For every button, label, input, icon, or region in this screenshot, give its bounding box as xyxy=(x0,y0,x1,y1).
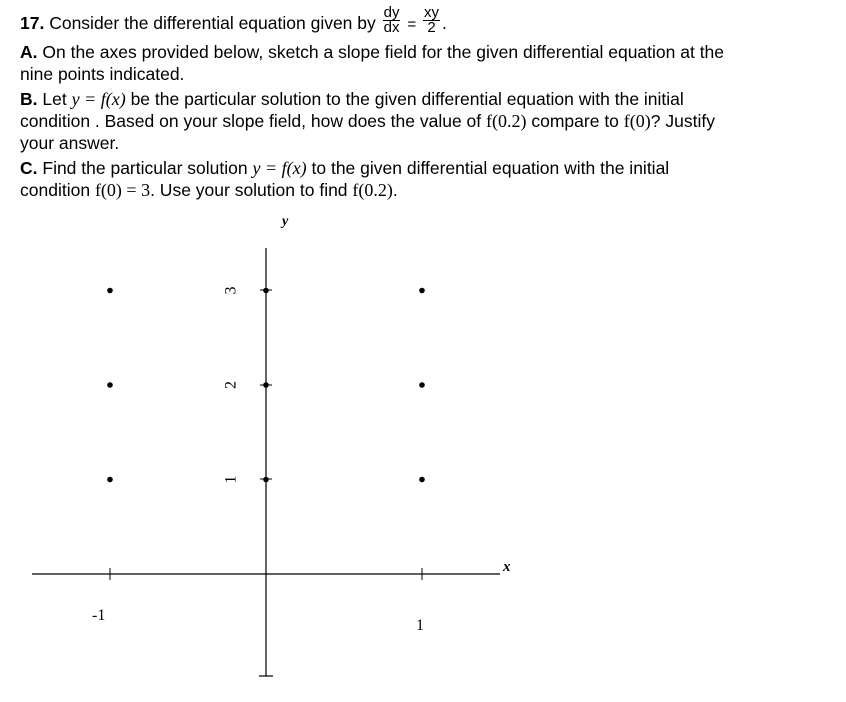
slope-point xyxy=(419,477,425,483)
part-c-math: y = f(x) xyxy=(252,158,307,178)
fraction-numerator: dy xyxy=(383,4,400,21)
x-tick-label: -1 xyxy=(92,607,106,624)
slope-point xyxy=(107,477,113,483)
period: . xyxy=(442,13,447,34)
fraction-denominator: 2 xyxy=(427,19,436,36)
slope-point xyxy=(419,382,425,388)
y-tick-labels xyxy=(223,287,240,484)
part-a-text-2: nine points indicated. xyxy=(20,64,185,84)
equals-sign: = xyxy=(407,16,417,34)
slope-point xyxy=(263,288,269,294)
part-b-text: your answer. xyxy=(20,133,120,153)
part-c-text: to the given differential equation with the initial xyxy=(311,158,670,178)
part-c-text: . Use your solution to find xyxy=(150,180,348,200)
part-b-text: Let xyxy=(42,89,67,109)
fraction-numerator: xy xyxy=(424,4,439,21)
part-c-math: f(0) = 3 xyxy=(94,180,151,200)
problem-intro: Consider the differential equation given by xyxy=(49,13,376,34)
part-c-label: C. xyxy=(20,158,38,178)
part-b-label: B. xyxy=(20,89,38,109)
part-b-text: ? Justify xyxy=(650,111,715,131)
part-c-math: f(0.2) xyxy=(352,180,393,200)
part-b-text: be the particular solution to the given differential equation with the initial xyxy=(130,89,684,109)
y-tick-label: 1 xyxy=(222,475,240,484)
x-tick-label: 1 xyxy=(416,617,424,634)
part-b-math: f(0.2) xyxy=(486,111,527,131)
y-tick-label: 3 xyxy=(222,286,240,295)
y-tick-label: 2 xyxy=(222,381,240,389)
slope-point xyxy=(263,382,269,388)
part-c-text: . xyxy=(392,180,398,200)
slope-point xyxy=(419,288,425,294)
part-b-math: y = f(x) xyxy=(71,89,126,109)
part-b-math: f(0) xyxy=(623,111,651,131)
slope-point xyxy=(107,382,113,388)
part-c-text: condition xyxy=(20,180,91,200)
part-a-label: A. xyxy=(20,42,38,62)
problem-number: 17. xyxy=(20,13,45,34)
x-axis-label: x xyxy=(503,559,511,575)
part-b-text: compare to xyxy=(531,111,619,131)
slope-point xyxy=(107,288,113,294)
y-axis-label: y xyxy=(282,214,289,229)
part-b-text: condition . Based on your slope field, how does the value of xyxy=(20,111,482,131)
part-a-text-1: On the axes provided below, sketch a slope field for the given differential equation at the xyxy=(42,42,725,62)
part-c-text: Find the particular solution xyxy=(42,158,248,178)
slope-point xyxy=(263,477,269,483)
fraction-denominator: dx xyxy=(383,19,400,36)
